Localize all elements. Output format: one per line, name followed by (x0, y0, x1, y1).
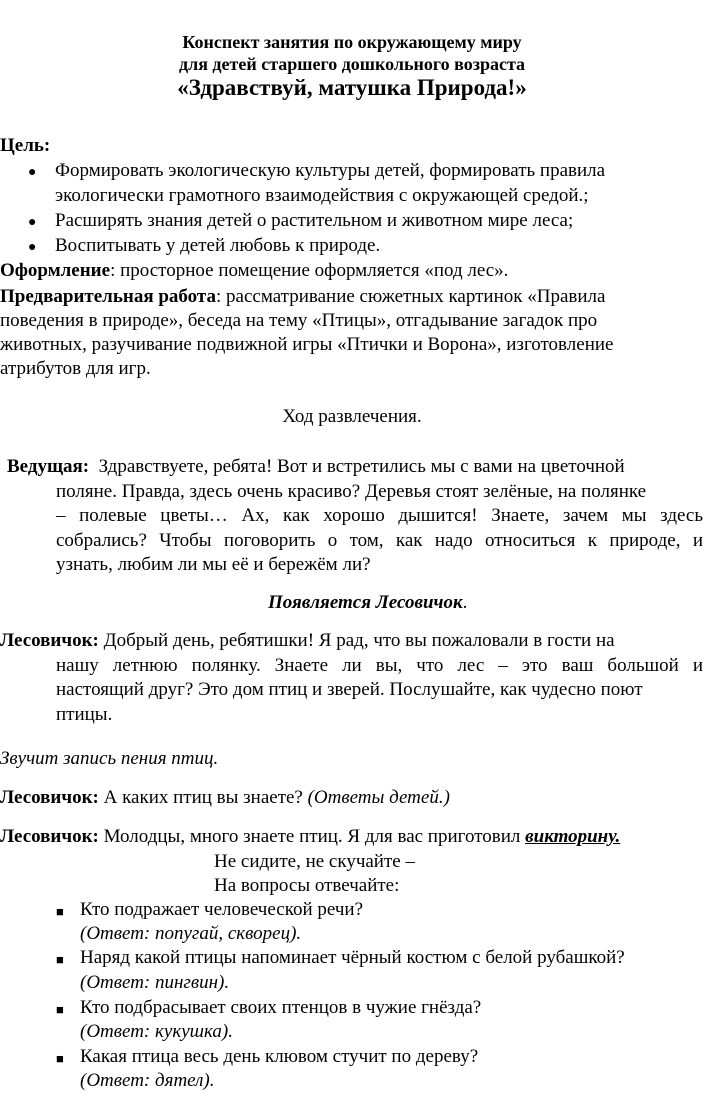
appears-dot: . (462, 592, 468, 613)
lesovichok-label: Лесовичок: (0, 787, 99, 808)
bullet-icon: ● (28, 215, 37, 230)
host-line-3: – полевые цветы… Ах, как хорошо дышится! Знаете, зачем мы здесь (56, 505, 703, 526)
square-bullet-icon: ■ (56, 952, 64, 967)
square-bullet-icon: ■ (56, 904, 64, 919)
prep-label: Предварительная работа (0, 286, 216, 307)
children-answers-note: (Ответы детей.) (307, 787, 450, 808)
title-line-3: «Здравствуй, матушка Природа!» (177, 75, 527, 100)
quiz-question-4: Какая птица весь день клювом стучит по дереву? (80, 1046, 479, 1067)
host-label: Ведущая: (7, 456, 90, 477)
bullet-icon: ● (28, 240, 37, 255)
sound-note: Звучит запись пения птиц. (0, 748, 219, 769)
lesovichok-1-line-4: птицы. (56, 704, 113, 725)
host-line-4: собрались? Чтобы поговорить о том, как надо относиться к природе, и (56, 530, 703, 551)
quiz-question-2: Наряд какой птицы напоминает чёрный костюм с белой рубашкой? (80, 947, 625, 968)
lesovichok-1-line-3: настоящий друг? Это дом птиц и зверей. Послушайте, как чудесно поют (56, 679, 643, 700)
quiz-answer-4: (Ответ: дятел). (80, 1070, 215, 1091)
lesovichok-2-text: А каких птиц вы знаете? (98, 787, 308, 808)
course-heading: Ход развлечения. (282, 406, 422, 427)
prep-line-4: атрибутов для игр. (0, 358, 151, 379)
lesovichok-3-line (0, 824, 702, 849)
lesovichok-1-text-1: Добрый день, ребятишки! Я рад, что вы пожаловали в гости на (98, 630, 615, 651)
prep-line-2: поведения в природе», беседа на тему «Птицы», отгадывание загадок про (0, 310, 598, 331)
quiz-answer-1: (Ответ: попугай, скворец). (80, 923, 302, 944)
goal-item-3: Воспитывать у детей любовь к природе. (55, 235, 381, 256)
host-text-1: Здравствуете, ребята! Вот и встретились мы с вами на цветочной (89, 456, 625, 477)
stage-direction-appears (268, 590, 698, 615)
quiz-answer-3: (Ответ: кукушка). (80, 1021, 233, 1042)
verse-line-1: Не сидите, не скучайте – (214, 851, 415, 872)
lesovichok-1-line-2: нашу летнюю полянку. Знаете ли вы, что лес – это ваш большой и (56, 655, 703, 676)
title-line-1: Конспект занятия по окружающему миру (182, 32, 522, 52)
title-line-2: для детей старшего дошкольного возраста (178, 54, 526, 74)
lesovichok-2-line (0, 785, 702, 810)
quiz-answer-2: (Ответ: пингвин). (80, 972, 230, 993)
design-paragraph (0, 258, 702, 283)
goal-item-1-line-1: Формировать экологическую культуры детей, формировать правила (55, 160, 606, 181)
lesovichok-3-text: Молодцы, много знаете птиц. Я для вас приготовил (98, 826, 526, 847)
host-line-5: узнать, любим ли мы её и бережём ли? (56, 554, 371, 575)
bullet-icon: ● (28, 165, 37, 180)
design-text: : просторное помещение оформляется «под лес». (110, 260, 509, 281)
square-bullet-icon: ■ (56, 1002, 64, 1017)
appears-text: Появляется Лесовичок (268, 592, 463, 613)
verse-line-2: На вопросы отвечайте: (214, 875, 400, 896)
quiz-question-3: Кто подбрасывает своих птенцов в чужие гнёзда? (80, 997, 482, 1018)
goal-item-1-line-2: экологически грамотного взаимодействия с окружающей средой.; (55, 185, 589, 206)
prep-text-1: : рассматривание сюжетных картинок «Правила (216, 286, 606, 307)
quiz-question-1: Кто подражает человеческой речи? (80, 899, 364, 920)
square-bullet-icon: ■ (56, 1051, 64, 1066)
design-label: Оформление (0, 260, 111, 281)
lesovichok-label: Лесовичок: (0, 826, 99, 847)
prep-line-3: животных, разучивание подвижной игры «Птички и Ворона», изготовление (0, 334, 614, 355)
host-line-1 (7, 454, 703, 479)
prep-line-1 (0, 284, 702, 309)
lesovichok-label: Лесовичок: (0, 630, 99, 651)
host-line-2: поляне. Правда, здесь очень красиво? Деревья стоят зелёные, на полянке (56, 481, 647, 502)
goal-item-2: Расширять знания детей о растительном и животном мире леса; (55, 210, 574, 231)
quiz-word: викторину. (525, 826, 621, 847)
goal-label: Цель: (0, 135, 51, 156)
lesovichok-1-line-1 (0, 628, 702, 653)
